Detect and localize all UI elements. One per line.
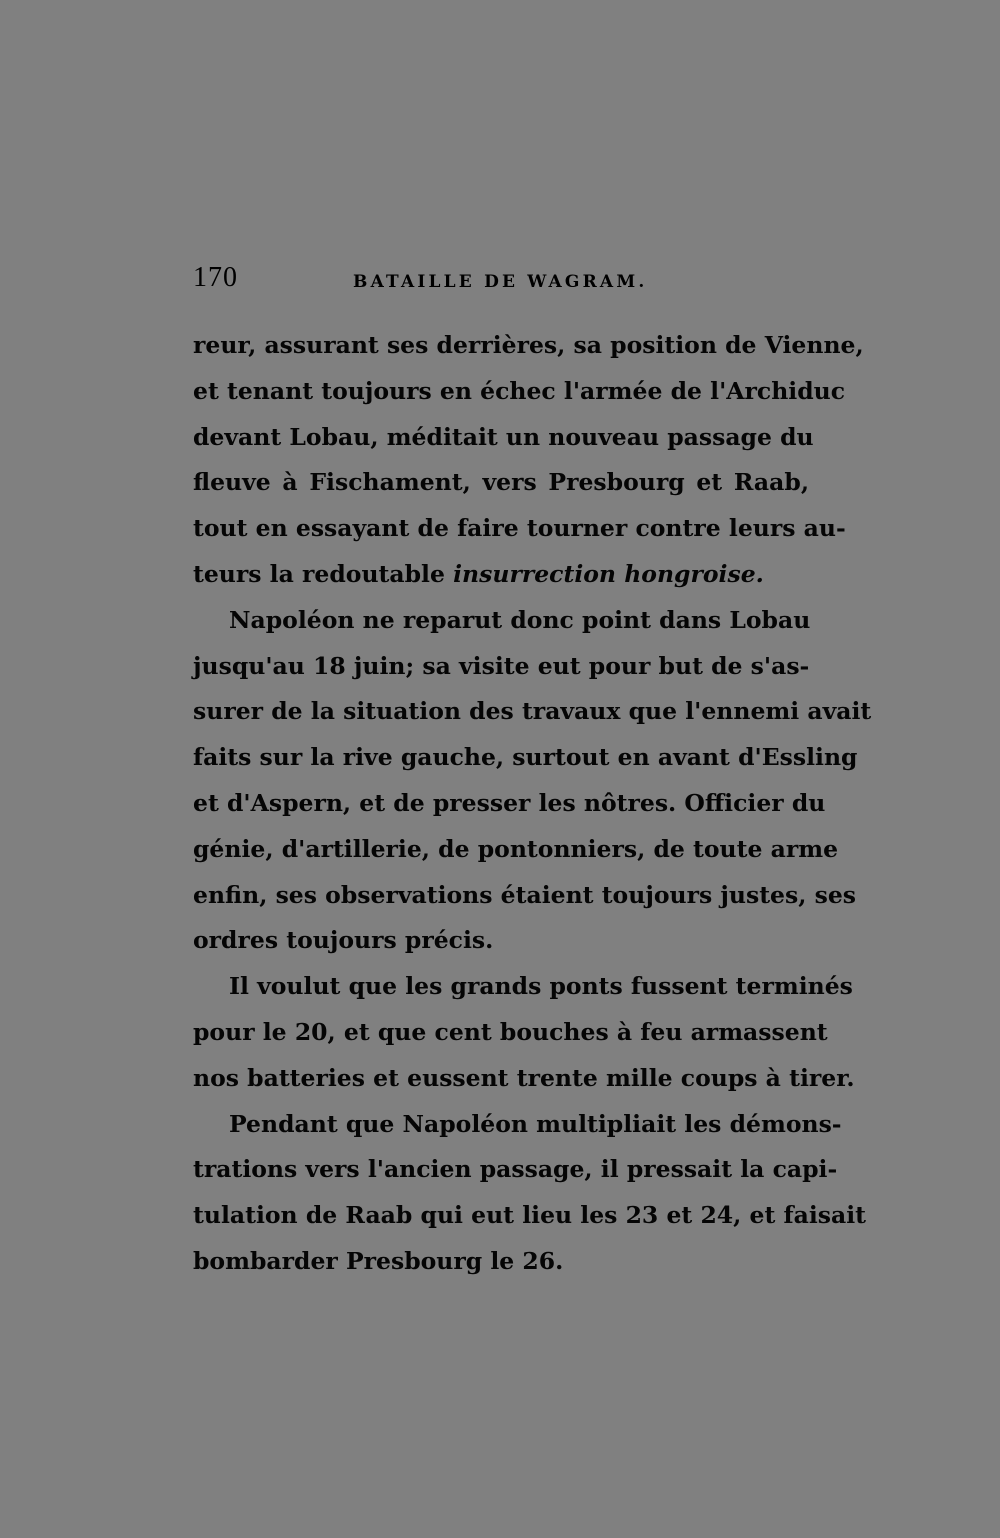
text-line bbox=[193, 552, 809, 598]
text-line: jusqu'au 18 juin; sa visite eut pour but de s'as- bbox=[193, 651, 810, 680]
text-line: et d'Aspern, et de presser les nôtres. Officier du bbox=[193, 788, 826, 817]
running-title: BATAILLE DE WAGRAM. bbox=[353, 272, 648, 292]
text-line: trations vers l'ancien passage, il pressait la capi- bbox=[193, 1155, 838, 1184]
body-text bbox=[193, 323, 872, 1285]
paragraph-4 bbox=[193, 1102, 867, 1285]
text-run: teurs la redoutable bbox=[193, 559, 454, 588]
page-number: 170 bbox=[193, 262, 238, 293]
text-line: reur, assurant ses derrières, sa position de Vienne, bbox=[193, 331, 864, 359]
text-line: faits sur la rive gauche, surtout en avant d'Essling bbox=[193, 743, 858, 772]
paragraph-3 bbox=[193, 964, 855, 1101]
text-line: et tenant toujours en échec l'armée de l'Archiduc bbox=[193, 376, 846, 405]
text-line: devant Lobau, méditait un nouveau passage du bbox=[193, 422, 814, 451]
text-line: bombarder Presbourg le 26. bbox=[193, 1246, 564, 1275]
text-line: tulation de Raab qui eut lieu les 23 et 24, et faisait bbox=[193, 1201, 867, 1230]
text-line: ordres toujours précis. bbox=[193, 926, 494, 955]
text-line: fleuve à Fischament, vers Presbourg et Raab, bbox=[193, 468, 809, 497]
paragraph-2 bbox=[193, 598, 872, 964]
text-line: surer de la situation des travaux que l'ennemi avait bbox=[193, 697, 872, 726]
running-head bbox=[193, 262, 813, 302]
text-line: Pendant que Napoléon multipliait les démons- bbox=[229, 1109, 842, 1138]
text-line: Il voulut que les grands ponts fussent terminés bbox=[229, 972, 853, 1001]
text-line: génie, d'artillerie, de pontonniers, de toute arme bbox=[193, 834, 839, 863]
text-line: Napoléon ne reparut donc point dans Lobau bbox=[229, 605, 811, 634]
italic-phrase: insurrection hongroise. bbox=[453, 559, 764, 588]
paragraph-1 bbox=[193, 323, 864, 598]
text-line: pour le 20, et que cent bouches à feu armassent bbox=[193, 1017, 828, 1046]
text-line: enfin, ses observations étaient toujours justes, ses bbox=[193, 880, 857, 909]
text-line: tout en essayant de faire tourner contre leurs au- bbox=[193, 514, 846, 543]
text-line: nos batteries et eussent trente mille coups à tirer. bbox=[193, 1063, 855, 1092]
